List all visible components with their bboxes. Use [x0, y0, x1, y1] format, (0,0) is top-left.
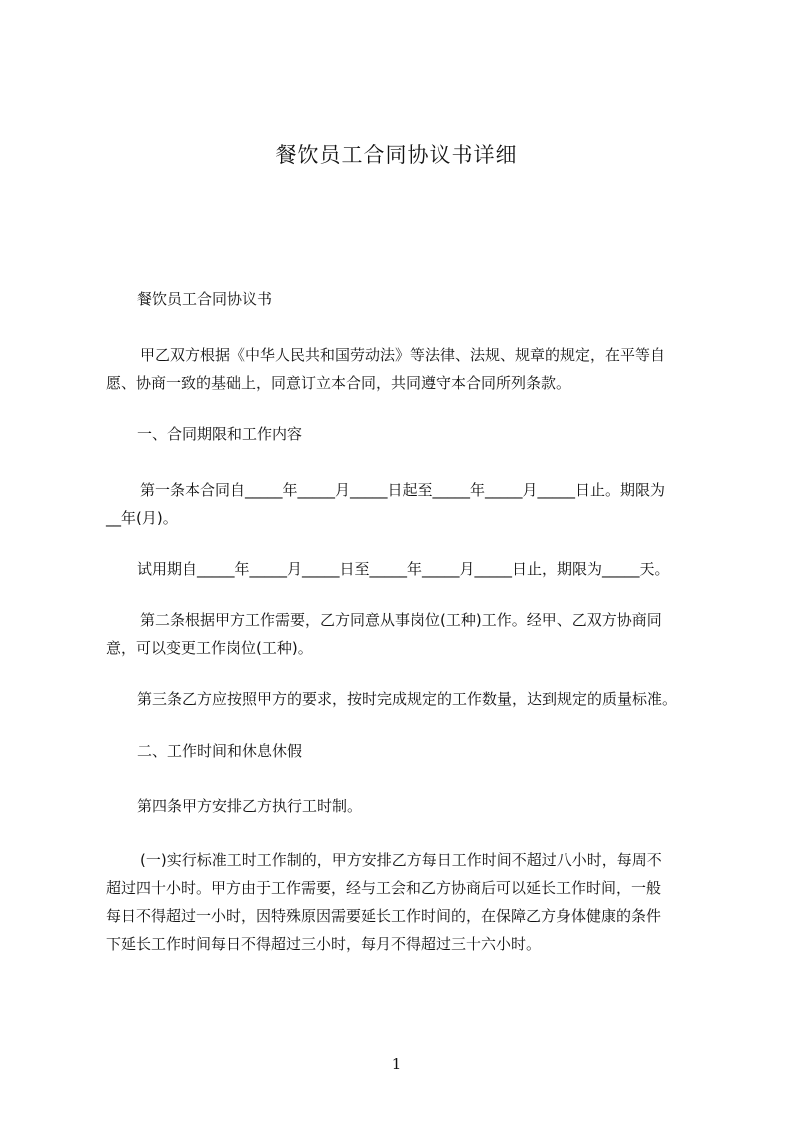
clause-1-line-4: 下延长工作时间每日不得超过三小时，每月不得超过三十六小时。	[106, 935, 542, 953]
article-4: 第四条甲方安排乙方执行工时制。	[137, 797, 363, 815]
page-number: 1	[391, 1055, 402, 1073]
preamble-line-1: 甲乙双方根据《中华人民共和国劳动法》等法律、法规、规章的规定，在平等自	[140, 346, 666, 364]
article-1-line-1: 第一条本合同自_____年_____月_____日起至_____年_____月_____日止。期限为	[140, 481, 666, 499]
document-title: 餐饮员工合同协议书详细	[275, 143, 518, 167]
article-3: 第三条乙方应按照甲方的要求，按时完成规定的工作数量，达到规定的质量标准。	[137, 690, 678, 708]
section-1-heading: 一、合同期限和工作内容	[137, 425, 303, 443]
clause-1-line-1: (一)实行标准工时工作制的，甲方安排乙方每日工作时间不超过八小时，每周不	[140, 851, 662, 869]
section-2-heading: 二、工作时间和休息休假	[137, 742, 303, 760]
article-2-line-2: 意，可以变更工作岗位(工种)。	[106, 639, 313, 657]
clause-1-line-3: 每日不得超过一小时，因特殊原因需要延长工作时间的，在保障乙方身体健康的条件	[106, 907, 662, 925]
probation-period: 试用期自_____年_____月_____日至_____年_____月_____日止，期限为_____天。	[137, 560, 670, 578]
subtitle: 餐饮员工合同协议书	[137, 290, 273, 308]
article-1-line-2: __年(月)。	[106, 509, 178, 527]
preamble-line-2: 愿、协商一致的基础上，同意订立本合同，共同遵守本合同所列条款。	[106, 374, 572, 392]
article-2-line-1: 第二条根据甲方工作需要，乙方同意从事岗位(工种)工作。经甲、乙双方协商同	[140, 611, 662, 629]
clause-1-line-2: 超过四十小时。甲方由于工作需要，经与工会和乙方协商后可以延长工作时间，一般	[106, 879, 662, 897]
